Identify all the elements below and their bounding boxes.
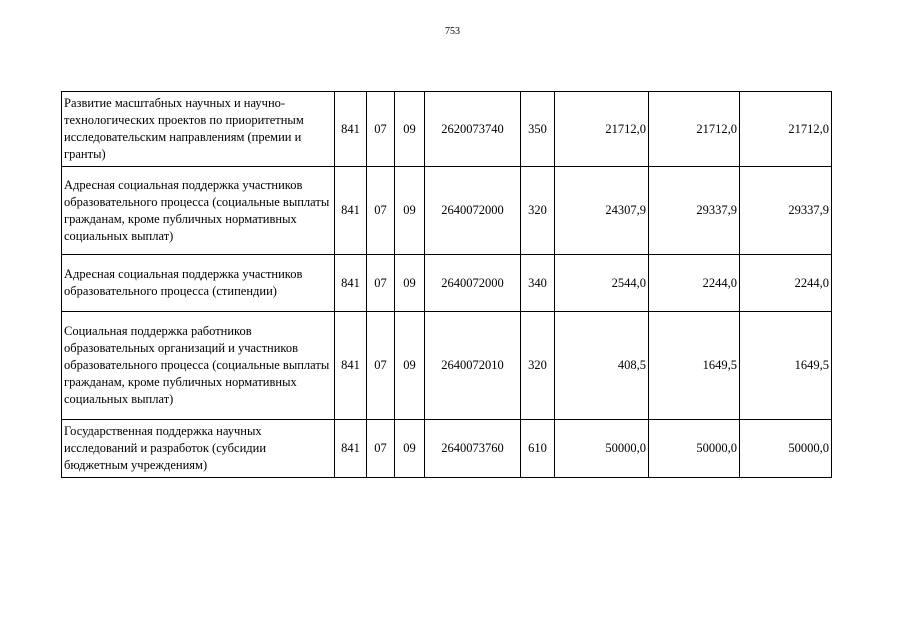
amount-year3-cell: 2244,0: [740, 255, 832, 312]
row-name-cell: Адресная социальная поддержка участников образовательного процесса (социальные выплаты гражданам, кроме публичных нормативных социальных выплат): [62, 167, 335, 255]
section-code-cell: 07: [367, 312, 395, 420]
section-code-cell: 07: [367, 92, 395, 167]
ministry-code-cell: 841: [335, 420, 367, 478]
table-row: [62, 312, 832, 420]
amount-year3-cell: 50000,0: [740, 420, 832, 478]
section-code-cell: 07: [367, 420, 395, 478]
amount-year2-cell: 21712,0: [649, 92, 740, 167]
expense-type-cell: 340: [521, 255, 555, 312]
table-row: [62, 167, 832, 255]
amount-year2-cell: 29337,9: [649, 167, 740, 255]
ministry-code-cell: 841: [335, 92, 367, 167]
amount-year2-cell: 2244,0: [649, 255, 740, 312]
subsection-code-cell: 09: [395, 167, 425, 255]
row-name-cell: Развитие масштабных научных и научно-технологических проектов по приоритетным исследовательским направлениям (премии и гранты): [62, 92, 335, 167]
amount-year3-cell: 1649,5: [740, 312, 832, 420]
section-code-cell: 07: [367, 255, 395, 312]
ministry-code-cell: 841: [335, 312, 367, 420]
amount-year3-cell: 21712,0: [740, 92, 832, 167]
ministry-code-cell: 841: [335, 167, 367, 255]
amount-year1-cell: 50000,0: [555, 420, 649, 478]
expense-type-cell: 320: [521, 312, 555, 420]
table-row: [62, 420, 832, 478]
row-name-cell: Государственная поддержка научных исследований и разработок (субсидии бюджетным учреждениям): [62, 420, 335, 478]
section-code-cell: 07: [367, 167, 395, 255]
target-item-cell: 2640072000: [425, 255, 521, 312]
row-name-cell: Адресная социальная поддержка участников образовательного процесса (стипендии): [62, 255, 335, 312]
amount-year1-cell: 21712,0: [555, 92, 649, 167]
amount-year2-cell: 50000,0: [649, 420, 740, 478]
amount-year1-cell: 408,5: [555, 312, 649, 420]
subsection-code-cell: 09: [395, 312, 425, 420]
target-item-cell: 2640072000: [425, 167, 521, 255]
target-item-cell: 2640073760: [425, 420, 521, 478]
target-item-cell: 2640072010: [425, 312, 521, 420]
table-row: [62, 92, 832, 167]
amount-year1-cell: 24307,9: [555, 167, 649, 255]
amount-year3-cell: 29337,9: [740, 167, 832, 255]
amount-year1-cell: 2544,0: [555, 255, 649, 312]
row-name-cell: Социальная поддержка работников образовательных организаций и участников образовательного процесса (социальные выплаты гражданам, кроме публичных нормативных социальных выплат): [62, 312, 335, 420]
expense-type-cell: 610: [521, 420, 555, 478]
budget-table: [61, 91, 832, 478]
subsection-code-cell: 09: [395, 420, 425, 478]
ministry-code-cell: 841: [335, 255, 367, 312]
amount-year2-cell: 1649,5: [649, 312, 740, 420]
subsection-code-cell: 09: [395, 92, 425, 167]
expense-type-cell: 320: [521, 167, 555, 255]
expense-type-cell: 350: [521, 92, 555, 167]
target-item-cell: 2620073740: [425, 92, 521, 167]
page-number: 753: [445, 26, 460, 37]
table-row: [62, 255, 832, 312]
subsection-code-cell: 09: [395, 255, 425, 312]
